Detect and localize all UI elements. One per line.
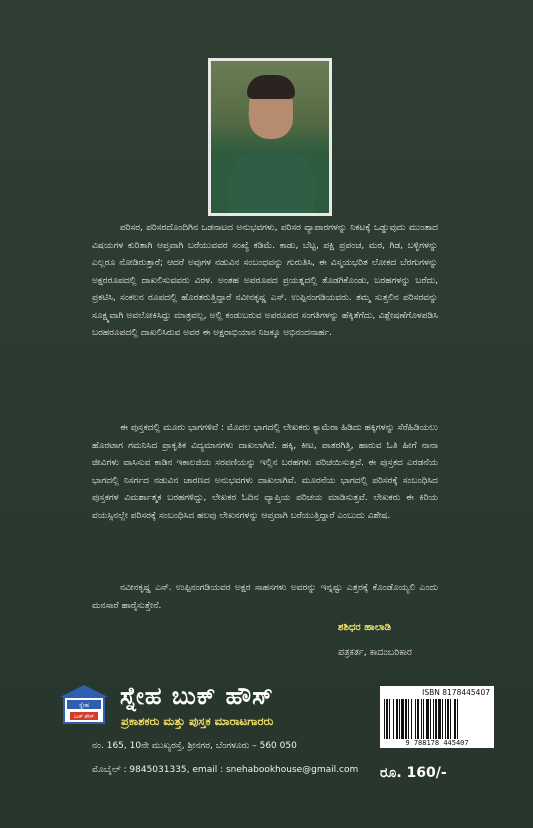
barcode-bars (384, 699, 490, 739)
barcode-bar (457, 699, 458, 739)
publisher-address: ನಂ. 165, 10ನೇ ಮುಖ್ಯರಸ್ತೆ, ಶ್ರೀನಗರ, ಬೆಂಗಳೂರು – 560 050 (92, 741, 297, 751)
price-tag: ರೂ. 160/- (380, 765, 447, 781)
blurb-paragraph-3: ನವೀನಕೃಷ್ಣ ಎಸ್. ಉಪ್ಪಿನಂಗಡಿಯವರ ಅಕ್ಷರ ಸಾಹಸಗಳು ಅವರನ್ನು ಇನ್ನಷ್ಟು ಎತ್ತರಕ್ಕೆ ಕೊಂಡೊಯ್ಯಲಿ ಎಂದು ಮನಸಾರೆ ಹಾರೈಸುತ್ತೇನೆ. (92, 583, 438, 611)
barcode-digits: 9 788178 445407 (405, 739, 469, 747)
reviewer-name: ಶಶಿಧರ ಹಾಲಾಡಿ (338, 622, 391, 633)
author-hair (247, 75, 295, 99)
publisher-tagline: ಪ್ರಕಾಶಕರು ಮತ್ತು ಪುಸ್ತಕ ಮಾರಾಟಗಾರರು (121, 714, 274, 728)
logo-text-top: ಸ್ನೇಹ (78, 702, 90, 709)
author-shirt (229, 151, 315, 213)
publisher-contact: ಮೊಬೈಲ್ : 9845031335, email : snehabookhouse@gmail.com (92, 765, 359, 775)
author-photo (208, 58, 332, 216)
author-portrait (211, 61, 329, 213)
reviewer-role: ಪತ್ರಕರ್ತ, ಕಾದಂಬರಿಕಾರ (338, 647, 412, 658)
logo-text-bottom: ಬುಕ್ ಹೌಸ್ (73, 714, 95, 720)
publisher-logo (58, 683, 110, 725)
isbn-label: ISBN 8178445407 (422, 688, 490, 697)
blurb-paragraph-2: ಈ ಪುಸ್ತಕದಲ್ಲಿ ಮೂರು ಭಾಗಗಳಿವೆ : ಮೊದಲ ಭಾಗದಲ್ಲಿ ಲೇಖಕರು ಕ್ಯಾಮೆರಾ ಹಿಡಿದು ಹಕ್ಕಿಗಳನ್ನು ಸೆರೆಹಿಡಿಯಲು ಹೊರಟಾಗ ಗಮನಿಸಿದ ಪ್ರಾಕೃತಿಕ ವಿದ್ಯಮಾನಗಳು ದಾಖಲಾಗಿವೆ. ಹಕ್ಕಿ, ಕೀಟ, ಪಾತರಗಿತ್ತಿ, ಹಾರುವ ಓತಿ ಹೀಗೆ ನಾನಾ ಜೀವಿಗಳು ವಾಸಿಸುವ ಕಾಡಿನ ಇಕಾಲಜಿಯ ಸರಪಣಿಯನ್ನು ಇಲ್ಲಿನ ಬರಹಗಳು ಪರಿಚಯಿಸುತ್ತವೆ. ಈ ಪುಸ್ತಕದ ಎರಡನೆಯ ಭಾಗದಲ್ಲಿ ನಿಸರ್ಗದ ನಡುವಿನ ಚಾರಣದ ಅನುಭವಗಳು ದಾಖಲಾಗಿವೆ. ಮೂರನೆಯ ಭಾಗದಲ್ಲಿ ಪರಿಸರಕ್ಕೆ ಸಂಬಂಧಿಸಿದ ಪುಸ್ತಕಗಳ ವಿಮರ್ಶಾತ್ಮಕ ಬರಹಗಳಿದ್ದು, ಲೇಖಕರ ಓದಿನ ವ್ಯಾಪ್ತಿಯ ಪರಿಚಯ ಮಾಡಿಸುತ್ತವೆ. ಲೇಖಕರು ಈ ಕಿರಿಯ ವಯಸ್ಸಿನಲ್ಲೇ ಪರಿಸರಕ್ಕೆ ಸಂಬಂಧಿಸಿದ ಹಲವು ಲೇಖನಗಳನ್ನು ಆಪ್ತವಾಗಿ ಬರೆಯುತ್ತಿದ್ದಾರೆ ಎಂಬುದು ವಿಶೇಷ. (92, 423, 438, 521)
blurb-paragraph-1: ಪರಿಸರ, ಪರಿಸರದೊಂದಿಗಿನ ಒಡನಾಟದ ಅನುಭವಗಳು, ಪರಿಸರ ವ್ಯಾಪಾರಗಳನ್ನು ನಿಕಟಕ್ಕೆ ಒಡ್ಡುವುದು ಮುಂತಾದ ವಿಷಯಗಳ ಕುರಿತಾಗಿ ಆಪ್ತವಾಗಿ ಬರೆಯುವವರ ಸಂಖ್ಯೆ ಕಡಿಮೆ. ಕಾಡು, ಬೆಟ್ಟ, ಪಕ್ಷಿ ಪ್ರಪಂಚ, ಮರ, ಗಿಡ, ಬಳ್ಳಿಗಳನ್ನು ಎಲ್ಲರೂ ನೋಡಿರುತ್ತಾರೆ; ಆದರೆ ಅವುಗಳ ನಡುವಿನ ಸಂಬಂಧವನ್ನು ಗುರುತಿಸಿ, ಈ ವಿಸ್ಮಯಭರಿತ ಲೋಕದ ಬೆರಗುಗಳನ್ನು ಅಕ್ಷರರೂಪದಲ್ಲಿ ದಾಖಲಿಸುವವರು ವಿರಳ. ಅಂತಹ ಅಪರೂಪದ ಪ್ರಯತ್ನದಲ್ಲಿ ತೊಡಗಿಕೊಂಡು, ಬರಹಗಳನ್ನು ಬರೆದು, ಪ್ರಕಟಿಸಿ, ಸಂಕಲನ ರೂಪದಲ್ಲಿ ಹೊರತರುತ್ತಿದ್ದಾರೆ ನವೀನಕೃಷ್ಣ ಎಸ್. ಉಪ್ಪಿನಂಗಡಿಯವರು. ತಮ್ಮ ಸುತ್ತಲಿನ ಪರಿಸರವನ್ನು ಸೂಕ್ಷ್ಮವಾಗಿ ಅವಲೋಕಿಸಿದ್ದು ಮಾತ್ರವಲ್ಲ, ಅಲ್ಲಿ ಕಂಡುಬರುವ ಅಪರೂಪದ ಸಂಗತಿಗಳನ್ನು ಹೆಕ್ಕಿತೆಗೆದು, ವಿಶ್ಲೇಷಣೆಗೊಳಪಡಿಸಿ ಬರಹರೂಪದಲ್ಲಿ ದಾಖಲಿಸಿರುವ ಅವರ ಈ ಅಕ್ಷರಾಭಿಯಾನ ನಿಜಕ್ಕೂ ಅಭಿನಂದನಾರ್ಹ. (92, 223, 438, 338)
publisher-name: ಸ್ನೇಹ ಬುಕ್ ಹೌಸ್ (120, 682, 274, 710)
isbn-barcode (380, 686, 494, 748)
